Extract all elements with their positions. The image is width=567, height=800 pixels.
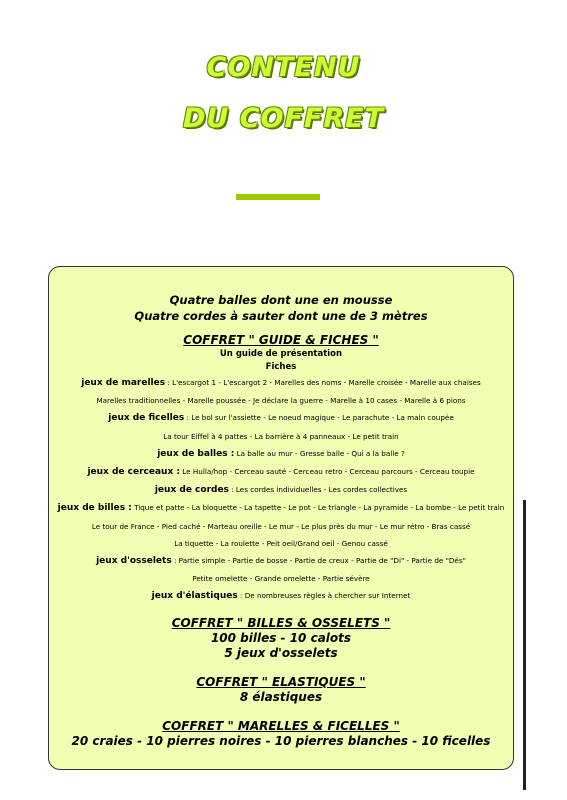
fiche-text: La tiquette - La roulette - Peit oeil/Grand oeil - Genou cassé [174,538,388,548]
fiche-label: jeux de billes : [57,503,132,514]
fiche-row [48,535,514,552]
fiche-label: jeux de balles : [157,448,235,459]
section-heading-elastiques: COFFRET " ELASTIQUES " [196,674,366,689]
fiche-row [48,409,514,427]
fiche-row [48,463,514,481]
title-underline-bar [236,194,320,200]
elastiques-line: 8 élastiques [239,689,323,704]
billes-line: 5 jeux d'osselets [224,645,338,660]
fiche-text: : Les cordes individuelles - Les cordes collectives [228,485,408,495]
guide-subline: Un guide de présentation [219,349,343,359]
page-title-line-2: DU COFFRET [182,103,385,134]
fiche-row [48,570,514,587]
guide-subline: Fiches [265,362,297,372]
fiche-text: Le Hulla/hop - Cerceau sauté - Cerceau retro - Cerceau parcours - Cerceau toupie [180,467,475,477]
fiche-row [48,481,514,499]
fiche-label: jeux de cerceaux : [87,467,180,478]
intro-line: Quatre balles dont une en mousse [169,293,393,307]
fiche-text: Tique et patte - La bloquette - La tapette - Le pot - Le triangle - La pyramide - La bombe - Le petit train [131,503,505,513]
section-heading-guide: COFFRET " GUIDE & FICHES " [183,333,379,347]
fiche-label: jeux de ficelles [108,413,185,424]
fiche-row [48,552,514,570]
page-title-line-1: CONTENU [206,52,361,83]
fiche-text: Le tour de France - Pied caché - Marteau oreille - Le mur - Le plus près du mur - Le mur rétro - Bras cassé [91,521,471,531]
fiche-row [48,445,514,463]
fiche-row [48,587,514,605]
fiche-label: jeux de marelles [81,378,166,388]
fiche-text: : L'escargot 1 - L'escargot 2 - Marelles des noms - Marelle croisée - Marelle aux chaises [165,378,481,387]
fiche-row [48,392,514,409]
fiche-label: jeux d'élastiques [151,591,238,602]
intro-line: Quatre cordes à sauter dont une de 3 mètres [134,309,428,323]
fiche-label: jeux de cordes [154,485,229,496]
side-rule [523,500,526,790]
fiche-text: La balle au mur - Gresse balle - Qui a la balle ? [234,448,405,458]
fiche-text: : De nombreuses règles à chercher sur Internet [237,591,411,601]
fiche-text: : Le bol sur l'assiette - Le noeud magique - Le parachute - La main coupée [184,413,454,423]
fiche-label: jeux d'osselets [96,556,172,567]
fiche-row [48,428,514,445]
marelles-line: 20 craies - 10 pierres noires - 10 pierres blanches - 10 ficelles [71,733,491,748]
fiche-text: Marelles traditionnelles - Marelle poussée - Je déclare la guerre - Marelle à 10 cases - Marelle à 6 pions [96,396,466,406]
section-heading-marelles: COFFRET " MARELLES & FICELLES " [162,718,400,733]
fiche-row [48,374,514,392]
content-list [48,292,514,749]
fiche-text: Petite omelette - Grande omelette - Partie sévère [192,574,370,584]
fiche-text: La tour Eiffel à 4 pattes - La barrière à 4 panneaux - Le petit train [163,431,399,441]
fiche-row [48,518,514,535]
section-heading-billes: COFFRET " BILLES & OSSELETS " [171,615,391,630]
fiche-text: : Partie simple - Partie de bosse - Partie de creux - Partie de "Di" - Partie de "Dés" [171,556,466,566]
billes-line: 100 billes - 10 calots [210,630,352,645]
fiche-row [48,499,514,517]
